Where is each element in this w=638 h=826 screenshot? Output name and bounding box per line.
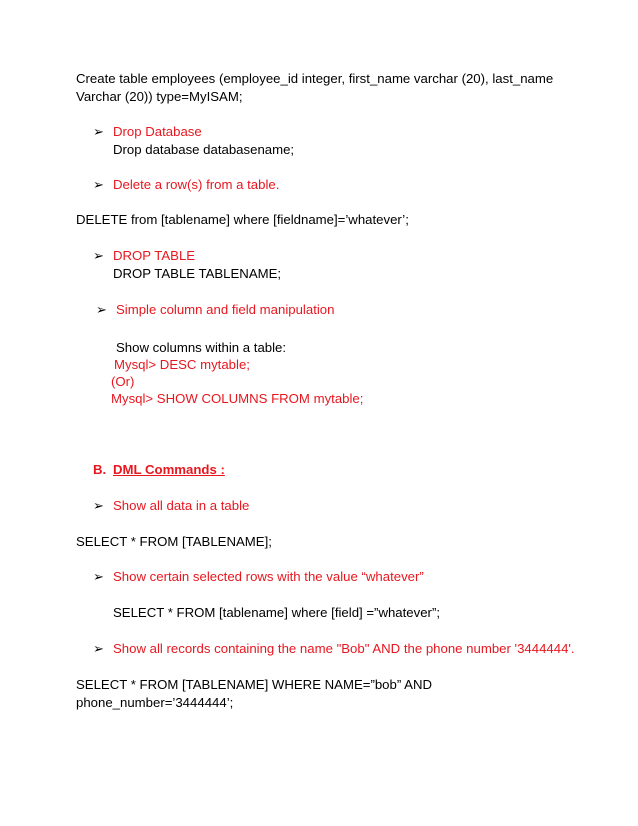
show-selected-heading: Show certain selected rows with the value “whatever” [113,569,424,584]
drop-database-command: Drop database databasename; [113,142,295,157]
show-bob-heading: Show all records containing the name "Bob" AND the phone number '3444444'. [113,641,575,656]
or-text: (Or) [111,374,135,389]
delete-rows-heading: Delete a row(s) from a table. [113,177,280,192]
dml-section-title: DML Commands : [113,462,225,477]
show-bob-command-line-2: phone_number=’3444444’; [76,695,234,710]
show-columns-command: Mysql> SHOW COLUMNS FROM mytable; [111,391,364,406]
bullet-arrow-icon: ➢ [93,569,104,584]
bullet-arrow-icon: ➢ [96,302,107,317]
drop-table-command: DROP TABLE TABLENAME; [113,266,282,281]
bullet-arrow-icon: ➢ [93,177,104,192]
bullet-arrow-icon: ➢ [93,124,104,139]
desc-command: Mysql> DESC mytable; [114,357,250,372]
drop-database-heading: Drop Database [113,124,202,139]
show-selected-command: SELECT * FROM [tablename] where [field] =”whatever”; [113,605,441,620]
show-all-heading: Show all data in a table [113,498,250,513]
bullet-arrow-icon: ➢ [93,641,104,656]
show-bob-command-line-1: SELECT * FROM [TABLENAME] WHERE NAME=”bob” AND [76,677,433,692]
create-table-line-1: Create table employees (employee_id integer, first_name varchar (20), last_name [76,71,554,86]
dml-section-label: B. [93,462,107,477]
bullet-arrow-icon: ➢ [93,498,104,513]
bullet-arrow-icon: ➢ [93,248,104,263]
show-all-command: SELECT * FROM [TABLENAME]; [76,534,272,549]
create-table-line-2: Varchar (20)) type=MyISAM; [76,89,243,104]
column-manipulation-heading: Simple column and field manipulation [116,302,335,317]
column-manipulation-intro: Show columns within a table: [116,340,287,355]
drop-table-heading: DROP TABLE [113,248,196,263]
delete-rows-command: DELETE from [tablename] where [fieldname]=’whatever’; [76,212,409,227]
